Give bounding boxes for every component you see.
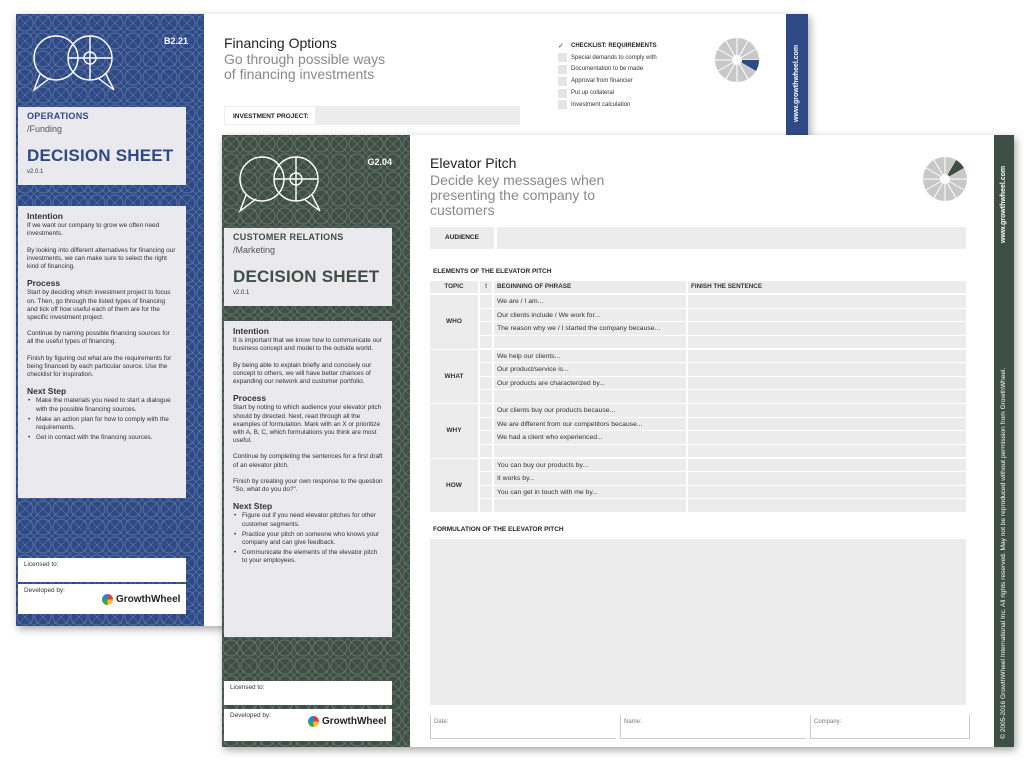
requirements-checklist bbox=[558, 40, 708, 111]
finish-sentence-input[interactable] bbox=[688, 377, 966, 391]
next-step-item: • Practice your pitch on someone who knows your company and can give feedback. bbox=[233, 531, 383, 547]
mark-cell[interactable] bbox=[480, 431, 492, 445]
process-text-2: Continue by naming possible financing sources for all the useful types of financing. bbox=[27, 330, 170, 346]
growthwheel-wheel-icon bbox=[921, 155, 969, 203]
beginning-phrase-cell: We are different from our competitors because... bbox=[494, 418, 686, 432]
sheet-subtitle-line-1: Go through possible ways bbox=[224, 51, 386, 67]
mark-cell[interactable] bbox=[480, 445, 492, 459]
growthwheel-logo-icon bbox=[308, 716, 319, 727]
decision-sheet-title: DECISION SHEET bbox=[233, 267, 380, 286]
intention-text-2: By looking into different alternatives for financing our investments, we can make sure to select the right kind of financing. bbox=[27, 246, 176, 271]
formulation-heading: FORMULATION OF THE ELEVATOR PITCH bbox=[433, 526, 564, 533]
next-step-heading: Next Step bbox=[27, 386, 67, 397]
developed-label: Developed by: bbox=[24, 587, 65, 594]
formulation-input[interactable] bbox=[430, 539, 966, 705]
mark-cell[interactable] bbox=[480, 486, 492, 500]
licensed-field[interactable] bbox=[18, 558, 186, 582]
signature-row bbox=[430, 715, 970, 739]
licensed-label: Licensed to: bbox=[24, 561, 59, 568]
checklist-item-label: Put up collateral bbox=[571, 90, 615, 97]
version-label: v2.0.1 bbox=[233, 290, 250, 296]
intention-text-1: It is important that we know how to communicate our business concept and model to the outside world. bbox=[233, 337, 382, 353]
beginning-phrase-cell: You can get in touch with me by... bbox=[494, 486, 686, 500]
mark-cell[interactable] bbox=[480, 295, 492, 309]
finish-sentence-input[interactable] bbox=[688, 309, 966, 323]
beginning-phrase-cell bbox=[494, 445, 686, 459]
checklist-item-label: Special demands to comply with bbox=[571, 54, 657, 61]
brand-name: GrowthWheel bbox=[116, 594, 181, 605]
audience-label: AUDIENCE bbox=[430, 227, 494, 249]
mark-cell[interactable] bbox=[480, 499, 492, 513]
beginning-phrase-cell: It works by... bbox=[494, 472, 686, 486]
investment-project-row[interactable] bbox=[224, 106, 520, 125]
company-field[interactable] bbox=[810, 715, 970, 739]
checklist-item-label: Investment calculation bbox=[571, 101, 631, 108]
checkbox[interactable] bbox=[558, 77, 567, 86]
checklist-item[interactable] bbox=[558, 64, 708, 76]
category-panel bbox=[224, 228, 392, 306]
beginning-phrase-cell: Our product/service is... bbox=[494, 363, 686, 377]
investment-project-label: INVESTMENT PROJECT: bbox=[224, 106, 316, 125]
next-step-heading: Next Step bbox=[233, 501, 273, 512]
version-label: v2.0.1 bbox=[27, 169, 44, 175]
elevator-pitch-table bbox=[430, 281, 966, 513]
sheet-title: Elevator Pitch bbox=[430, 155, 517, 171]
next-step-item: • Communicate the elements of the elevator pitch to your employees. bbox=[233, 549, 383, 565]
checklist-item-label: Approval from financier bbox=[571, 78, 633, 85]
mark-cell[interactable] bbox=[480, 309, 492, 323]
finish-sentence-input[interactable] bbox=[688, 431, 966, 445]
growthwheel-logo bbox=[308, 716, 386, 727]
name-label: Name: bbox=[624, 719, 642, 725]
topic-cell: WHO bbox=[430, 295, 478, 349]
beginning-phrase-cell: Our products are characterized by... bbox=[494, 377, 686, 391]
website-url: www.growthwheel.com bbox=[793, 44, 800, 122]
category-panel bbox=[18, 107, 186, 185]
date-label: Date: bbox=[434, 719, 449, 725]
category-title: CUSTOMER RELATIONS bbox=[233, 232, 344, 242]
mark-cell[interactable] bbox=[480, 377, 492, 391]
decision-sheet-title: DECISION SHEET bbox=[27, 146, 174, 165]
developed-label: Developed by: bbox=[230, 712, 271, 719]
growthwheel-speech-icon bbox=[232, 151, 332, 221]
beginning-phrase-cell bbox=[494, 336, 686, 350]
audience-row[interactable] bbox=[430, 227, 966, 249]
checkbox[interactable] bbox=[558, 53, 567, 62]
checklist-item[interactable] bbox=[558, 99, 708, 111]
next-step-item: • Make the materials you need to start a dialogue with the possible financing sources. bbox=[27, 397, 177, 413]
sheet-code: B2.21 bbox=[163, 36, 188, 46]
finish-sentence-input[interactable] bbox=[688, 363, 966, 377]
checklist-item[interactable] bbox=[558, 75, 708, 87]
mark-cell[interactable] bbox=[480, 418, 492, 432]
process-text-1: Start by noting to which audience your elevator pitch should by directed. Next, read through all the examples of formulation. Mark with an X or prioritize with A, B, C, which formulations you think are most useful. bbox=[233, 404, 382, 445]
brand-name: GrowthWheel bbox=[322, 716, 387, 727]
topic-cell: HOW bbox=[430, 459, 478, 513]
beginning-phrase-cell: Our clients buy our products because... bbox=[494, 404, 686, 418]
finish-sentence-input[interactable] bbox=[688, 472, 966, 486]
checklist-item-label: Documentation to be made bbox=[571, 66, 644, 73]
company-label: Company: bbox=[814, 719, 842, 725]
checklist-title-row bbox=[558, 40, 708, 52]
finish-sentence-input[interactable] bbox=[688, 499, 966, 513]
growthwheel-wheel-icon bbox=[713, 36, 761, 84]
col-beginning-header: BEGINNING OF PHRASE bbox=[494, 281, 686, 293]
checklist-title: CHECKLIST: REQUIREMENTS bbox=[571, 42, 657, 49]
date-field[interactable] bbox=[430, 715, 616, 739]
col-mark-header: ! bbox=[480, 281, 492, 293]
topic-cell: WHY bbox=[430, 404, 478, 458]
finish-sentence-input[interactable] bbox=[688, 404, 966, 418]
front-sidebar bbox=[222, 135, 410, 747]
licensed-field[interactable] bbox=[224, 681, 392, 705]
process-text-3: Finish by figuring out what are the requirements for being financed by each particular source. Use the checklist for inspiration. bbox=[27, 354, 172, 379]
copyright-notice: © 2005-2016 GrowthWheel International Inc. All rights reserved. May not be reproduced without permission from GrowthWheel. bbox=[1000, 367, 1007, 739]
finish-sentence-input[interactable] bbox=[688, 445, 966, 459]
topic-cell: WHAT bbox=[430, 350, 478, 404]
next-step-list bbox=[233, 512, 383, 565]
beginning-phrase-cell: Our clients include / We work for... bbox=[494, 309, 686, 323]
checkmark-icon: ✓ bbox=[558, 42, 564, 50]
category-title: OPERATIONS bbox=[27, 111, 89, 121]
mark-cell[interactable] bbox=[480, 404, 492, 418]
growthwheel-logo bbox=[102, 594, 180, 605]
sheet-subtitle-line-2: of financing investments bbox=[224, 66, 375, 82]
finish-sentence-input[interactable] bbox=[688, 390, 966, 404]
beginning-phrase-cell bbox=[494, 499, 686, 513]
elements-heading: ELEMENTS OF THE ELEVATOR PITCH bbox=[433, 268, 552, 275]
beginning-phrase-cell: The reason why we / I started the company because... bbox=[494, 322, 686, 336]
beginning-phrase-cell: We are / I am... bbox=[494, 295, 686, 309]
finish-sentence-input[interactable] bbox=[688, 486, 966, 500]
growthwheel-speech-icon bbox=[26, 30, 126, 100]
sheet-subtitle-line-2: presenting the company to bbox=[430, 187, 595, 203]
checklist-item[interactable] bbox=[558, 52, 708, 64]
mark-cell[interactable] bbox=[480, 363, 492, 377]
process-heading: Process bbox=[27, 278, 61, 289]
checklist-item[interactable] bbox=[558, 87, 708, 99]
name-field[interactable] bbox=[620, 715, 806, 739]
beginning-phrase-cell: We help our clients... bbox=[494, 350, 686, 364]
col-topic-header: TOPIC bbox=[430, 281, 478, 293]
process-heading: Process bbox=[233, 393, 267, 404]
process-text-2: Continue by completing the sentences for a first draft of an elevator pitch. bbox=[233, 453, 383, 469]
finish-sentence-input[interactable] bbox=[688, 418, 966, 432]
beginning-phrase-cell: You can buy our products by... bbox=[494, 459, 686, 473]
finish-sentence-input[interactable] bbox=[688, 336, 966, 350]
finish-sentence-input[interactable] bbox=[688, 459, 966, 473]
sheet-subtitle-line-1: Decide key messages when bbox=[430, 172, 605, 188]
front-decision-sheet bbox=[222, 135, 1014, 747]
sheet-title: Financing Options bbox=[224, 35, 337, 51]
mark-cell[interactable] bbox=[480, 322, 492, 336]
sheet-code: G2.04 bbox=[367, 157, 392, 167]
finish-sentence-input[interactable] bbox=[688, 295, 966, 309]
mark-cell[interactable] bbox=[480, 336, 492, 350]
intention-heading: Intention bbox=[233, 326, 269, 336]
process-text-3: Finish by creating your own response to the question "So, what do you do?". bbox=[233, 477, 383, 494]
instructions-panel bbox=[224, 321, 392, 637]
category-subtitle: /Marketing bbox=[233, 245, 276, 255]
process-text-1: Start by deciding which investment project to focus on. Then, go through the listed types of financing and tick off how useful each of them are for the specific investment project. bbox=[27, 289, 171, 322]
growthwheel-logo-icon bbox=[102, 594, 113, 605]
next-step-item: • Get in contact with the financing sources. bbox=[27, 434, 177, 442]
front-side-strip bbox=[994, 135, 1014, 747]
mark-cell[interactable] bbox=[480, 390, 492, 404]
checkbox[interactable] bbox=[558, 89, 567, 98]
sheet-subtitle-line-3: customers bbox=[430, 202, 495, 218]
audience-input[interactable] bbox=[497, 227, 966, 249]
instructions-panel bbox=[18, 206, 186, 498]
finish-sentence-input[interactable] bbox=[688, 350, 966, 364]
back-sidebar bbox=[16, 14, 204, 626]
next-step-list bbox=[27, 397, 177, 442]
intention-text-2: By being able to explain briefly and concisely our concept to others, we will have better chances of expanding our network and customer portfolio. bbox=[233, 361, 372, 386]
licensed-label: Licensed to: bbox=[230, 684, 265, 691]
next-step-item: • Figure out if you need elevator pitches for other customer segments. bbox=[233, 512, 383, 528]
mark-cell[interactable] bbox=[480, 459, 492, 473]
beginning-phrase-cell bbox=[494, 390, 686, 404]
mark-cell[interactable] bbox=[480, 350, 492, 364]
category-subtitle: /Funding bbox=[27, 124, 63, 134]
intention-heading: Intention bbox=[27, 211, 63, 221]
intention-text-1: If we want our company to grow we often need investments. bbox=[27, 222, 160, 238]
mark-cell[interactable] bbox=[480, 472, 492, 486]
checkbox[interactable] bbox=[558, 65, 567, 74]
website-url: www.growthwheel.com bbox=[1000, 165, 1007, 243]
col-finish-header: FINISH THE SENTENCE bbox=[688, 281, 966, 293]
checkbox[interactable] bbox=[558, 100, 567, 109]
beginning-phrase-cell: We had a client who experienced... bbox=[494, 431, 686, 445]
finish-sentence-input[interactable] bbox=[688, 322, 966, 336]
next-step-item: • Make an action plan for how to comply with the requirements. bbox=[27, 416, 177, 432]
